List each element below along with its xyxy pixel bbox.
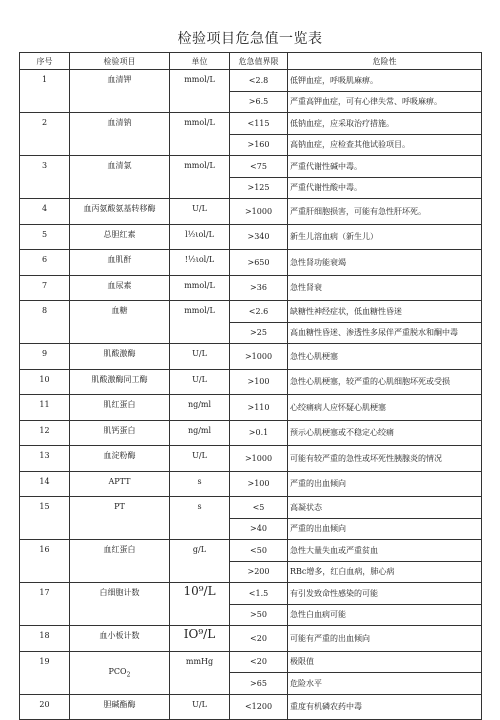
test-item-label: 血红蛋白 [103,545,136,554]
test-item [70,395,170,421]
row-number: 8 [20,301,70,344]
test-item-label: 总胆红素 [103,229,136,239]
test-item [70,113,170,156]
critical-limit: <1.5 [230,583,288,605]
critical-limit: <115 [230,113,288,135]
critical-limit: >110 [230,395,288,421]
critical-limit: >100 [230,471,288,497]
unit: l½ιol/L [170,224,230,250]
test-item-label: 血淀粉酶 [103,451,136,460]
critical-limit: <5 [230,497,288,519]
table-row [20,156,482,178]
test-item [70,583,170,626]
test-item [70,344,170,370]
critical-limit: <1200 [230,694,288,720]
table-row [20,224,482,250]
unit: IO⁹/L [170,626,230,652]
table-row [20,651,482,673]
risk-description: 低钾血症，呼吸肌麻痹。 [288,70,482,92]
test-item [70,651,170,694]
test-item-label: PCO [108,666,127,676]
test-item-label: 血清钾 [107,75,132,84]
critical-limit: >340 [230,224,288,250]
risk-description: 急性大量失血或严重贫血 [288,540,482,562]
risk-description: 可能有严重的出血倾向 [288,626,482,652]
test-item [70,497,170,540]
unit: g/L [170,540,230,583]
row-number: 1 [20,70,70,113]
table-row [20,199,482,225]
risk-description: 重度有机磷农药中毒 [288,694,482,720]
unit: mmol/L [170,70,230,113]
critical-limit: >200 [230,561,288,583]
unit: ng/ml [170,420,230,446]
row-number: 6 [20,250,70,276]
risk-description: 危险水平 [288,673,482,695]
test-item [70,471,170,497]
test-item-label: 肌酸激酶同工酶 [91,374,148,384]
unit: mmol/L [170,156,230,199]
test-item [70,70,170,113]
unit: mmHg [170,651,230,694]
test-item [70,250,170,276]
test-item [70,199,170,225]
risk-description: 严重高钾血症，可有心律失常、呼吸麻痹。 [288,91,482,113]
test-item [70,275,170,301]
critical-limit: <50 [230,540,288,562]
critical-limit: <75 [230,156,288,178]
test-item [70,224,170,250]
row-number: 3 [20,156,70,199]
critical-limit: >40 [230,518,288,540]
critical-limit: >6.5 [230,91,288,113]
row-number: 20 [20,694,70,720]
unit: s [170,497,230,540]
header-item: 检验项目 [70,53,170,70]
unit: !½ιol/L [170,250,230,276]
row-number: 11 [20,395,70,421]
unit: U/L [170,369,230,395]
risk-description: 严重的出血倾向 [288,471,482,497]
risk-description: 急性肾功能衰竭 [288,250,482,276]
table-row [20,395,482,421]
unit: 10⁹/L [170,583,230,626]
row-number: 16 [20,540,70,583]
row-number: 15 [20,497,70,540]
critical-limit: >36 [230,275,288,301]
row-number: 14 [20,471,70,497]
critical-limit: >0.1 [230,420,288,446]
table-header-row [20,53,482,70]
test-item [70,420,170,446]
row-number: 12 [20,420,70,446]
unit: U/L [170,199,230,225]
unit: mmol/L [170,275,230,301]
row-number: 4 [20,199,70,225]
document-title: 检验项目危急值一览表 [177,31,323,47]
row-number: 7 [20,275,70,301]
risk-description: 心绞痛病人应怀疑心肌梗塞 [288,395,482,421]
table-row [20,275,482,301]
test-item [70,369,170,395]
test-item-label: PT [114,502,125,511]
critical-limit: >100 [230,369,288,395]
table-row [20,113,482,135]
critical-limit: >1000 [230,446,288,472]
risk-description: RBc增多，红白血病，肺心病 [288,561,482,583]
row-number: 2 [20,113,70,156]
test-item [70,301,170,344]
risk-description: 急性白血病可能 [288,604,482,626]
unit: U/L [170,694,230,720]
test-item-label: 血清钠 [107,118,132,127]
test-item-label: 血尿素 [107,280,132,290]
unit: mmol/L [170,113,230,156]
risk-description: 新生儿溶血病（新生儿） [288,224,482,250]
unit: U/L [170,344,230,370]
test-item-label: 白细胞计数 [99,588,140,597]
test-item-label: 血丙氨酸氨基转移酶 [83,204,156,213]
critical-limit: >650 [230,250,288,276]
unit: s [170,471,230,497]
critical-limit: >65 [230,673,288,695]
table-row [20,250,482,276]
row-number: 5 [20,224,70,250]
row-number: 10 [20,369,70,395]
test-item [70,540,170,583]
table-row [20,626,482,652]
risk-description: 低钠血症，应采取治疗措施。 [288,113,482,135]
critical-limit: >160 [230,134,288,156]
critical-limit: >1000 [230,344,288,370]
test-item [70,446,170,472]
critical-limit: >25 [230,322,288,344]
row-number: 9 [20,344,70,370]
risk-description: 高钠血症，应检查其他试验项目。 [288,134,482,156]
table-body [20,70,482,720]
test-item-label: 胆碱酯酶 [103,699,136,709]
risk-description: 严重代谢性碱中毒。 [288,156,482,178]
test-item-label: APTT [108,476,131,486]
risk-description: 高血糖性昏迷、渗透性多尿伴严重脱水和酮中毒 [288,322,482,344]
test-item-label: 血清氯 [107,161,132,170]
test-item-label: 血肌酐 [107,255,132,264]
unit: U/L [170,446,230,472]
table-row [20,583,482,605]
critical-limit: >1000 [230,199,288,225]
risk-description: 急性心肌梗塞 [288,344,482,370]
test-item-label: 血小板计数 [99,631,140,640]
row-number: 13 [20,446,70,472]
row-number: 19 [20,651,70,694]
risk-description: 急性心肌梗塞，较严重的心肌细胞坏死或受损 [288,369,482,395]
test-item-label: 血糖 [111,306,128,315]
critical-limit: <20 [230,626,288,652]
table-row [20,344,482,370]
risk-description: 急性肾衰 [288,275,482,301]
risk-description: 严重肝细胞损害，可能有急性肝坏死。 [288,199,482,225]
critical-values-table [19,52,482,720]
header-number: 序号 [20,53,70,70]
risk-description: 极限值 [288,651,482,673]
row-number: 17 [20,583,70,626]
test-item-label: 肌红蛋白 [103,400,136,409]
table-row [20,540,482,562]
table-row [20,420,482,446]
table-row [20,70,482,92]
critical-limit: <2.8 [230,70,288,92]
table-row [20,471,482,497]
table-row [20,369,482,395]
header-limit: 危急值界限 [230,53,288,70]
risk-description: 预示心肌梗塞或不稳定心绞痛 [288,420,482,446]
unit: mmol/L [170,301,230,344]
risk-description: 可能有较严重的急性或坏死性胰腺炎的情况 [288,446,482,472]
risk-description: 缺糖性神经症状，低血糖性昏迷 [288,301,482,323]
header-risk: 危险性 [288,53,482,70]
row-number: 18 [20,626,70,652]
risk-description: 有引发致命性感染的可能 [288,583,482,605]
test-item-subscript: 2 [126,671,131,679]
test-item [70,626,170,652]
header-unit: 单位 [170,53,230,70]
table-row [20,301,482,323]
critical-limit: >50 [230,604,288,626]
test-item-label: 肌钙蛋白 [103,425,136,435]
risk-description: 严重的出血倾向 [288,518,482,540]
critical-limit: >125 [230,177,288,199]
table-row [20,497,482,519]
critical-limit: <20 [230,651,288,673]
critical-limit: <2.6 [230,301,288,323]
table-row [20,446,482,472]
test-item-label: 肌酸激酶 [103,349,136,358]
risk-description: 严重代谢性酸中毒。 [288,177,482,199]
unit: ng/ml [170,395,230,421]
test-item [70,156,170,199]
risk-description: 高凝状态 [288,497,482,519]
